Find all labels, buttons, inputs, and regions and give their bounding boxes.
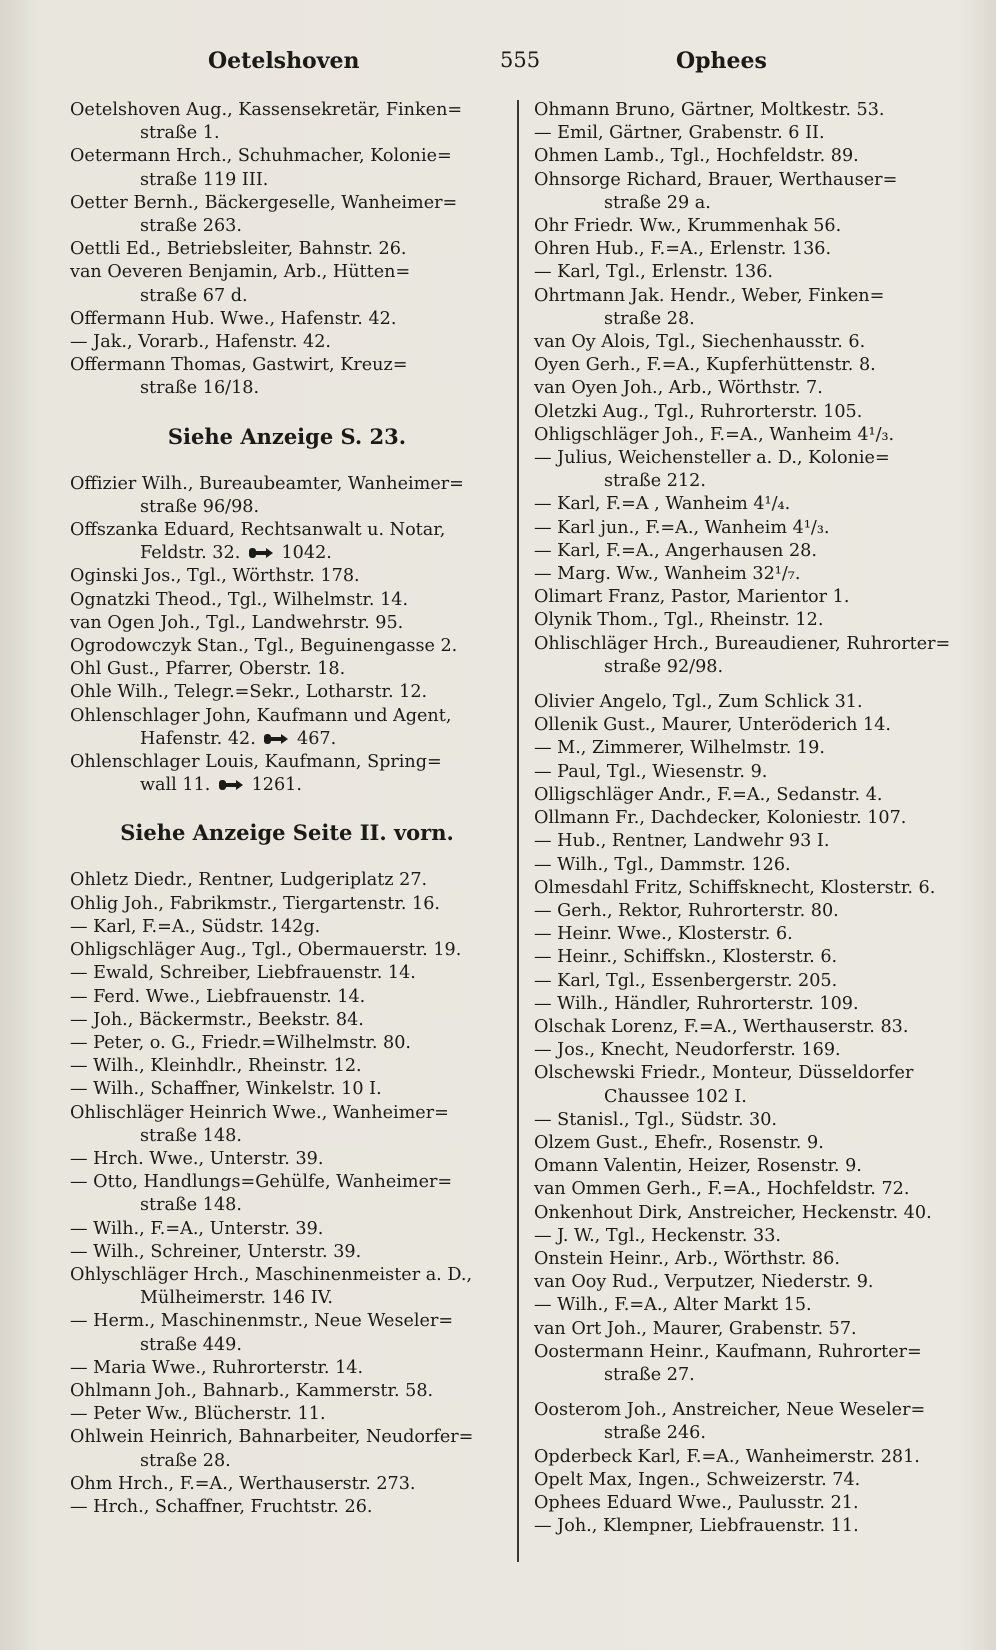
entry-text: Oosterom Joh., Anstreicher, Neue Weseler=	[534, 1400, 926, 1421]
directory-entry	[534, 424, 966, 447]
entry-text: Olmesdahl Fritz, Schiffsknecht, Klosterstr. 6.	[534, 877, 936, 898]
directory-entry	[534, 122, 966, 145]
directory-entry	[70, 612, 504, 635]
directory-entry	[534, 923, 966, 946]
phone-number: 1261.	[251, 775, 302, 796]
entry-continuation	[70, 542, 504, 565]
directory-entry	[534, 1399, 966, 1445]
entry-text: Omann Valentin, Heizer, Rosenstr. 9.	[534, 1156, 862, 1177]
entry-text: — Gerh., Rektor, Ruhrorterstr. 80.	[534, 900, 839, 921]
directory-entry	[70, 939, 504, 962]
directory-entry	[534, 993, 966, 1016]
directory-entry	[534, 401, 966, 424]
continuation-text: Feldstr. 32.	[140, 543, 241, 564]
entry-text: Ohligschläger Aug., Tgl., Obermauerstr. 19.	[70, 940, 462, 961]
advertisement-reference: Siehe Anzeige Seite II. vorn.	[120, 820, 454, 846]
directory-entry	[70, 145, 504, 191]
directory-entry	[534, 900, 966, 923]
directory-entry	[534, 1469, 966, 1492]
entry-text: Oginski Jos., Tgl., Wörthstr. 178.	[70, 566, 360, 587]
directory-entry	[70, 1009, 504, 1032]
entry-continuation	[70, 122, 504, 145]
directory-entry	[70, 1032, 504, 1055]
entry-text: — Joh., Bäckermstr., Beekstr. 84.	[70, 1009, 364, 1030]
directory-entry	[70, 238, 504, 261]
entry-text: Offszanka Eduard, Rechtsanwalt u. Notar,	[70, 520, 446, 541]
directory-entry	[70, 1426, 504, 1472]
continuation-text: wall 11.	[140, 775, 211, 796]
entry-text: — Ewald, Schreiber, Liebfrauenstr. 14.	[70, 963, 416, 984]
entry-text: Oetter Bernh., Bäckergeselle, Wanheimer=	[70, 192, 458, 213]
entry-text: Oettli Ed., Betriebsleiter, Bahnstr. 26.	[70, 239, 407, 260]
directory-entry	[534, 633, 966, 679]
directory-entry	[534, 447, 966, 493]
directory-entry	[534, 563, 966, 586]
directory-entry	[70, 916, 504, 939]
entry-text: Olimart Franz, Pastor, Marientor 1.	[534, 587, 850, 608]
entry-text: Onstein Heinr., Arb., Wörthstr. 86.	[534, 1248, 840, 1269]
directory-entry	[70, 1473, 504, 1496]
directory-entry	[534, 331, 966, 354]
entry-text: Ohlenschlager John, Kaufmann und Agent,	[70, 705, 452, 726]
directory-entry	[534, 970, 966, 993]
directory-entry	[70, 589, 504, 612]
entry-text: Ohlig Joh., Fabrikmstr., Tiergartenstr. 16.	[70, 893, 441, 914]
entry-continuation	[70, 1334, 504, 1357]
entry-text: — Maria Wwe., Ruhrorterstr. 14.	[70, 1357, 364, 1378]
continuation-text: straße 119 III.	[140, 169, 269, 190]
entry-text: — M., Zimmerer, Wilhelmstr. 19.	[534, 738, 825, 759]
directory-entry	[534, 517, 966, 540]
directory-entry	[70, 962, 504, 985]
entry-text: Ohletz Diedr., Rentner, Ludgeriplatz 27.	[70, 870, 428, 891]
directory-entry	[70, 658, 504, 681]
entry-text: — Peter, o. G., Friedr.=Wilhelmstr. 80.	[70, 1032, 412, 1053]
entry-text: Ophees Eduard Wwe., Paulusstr. 21.	[534, 1492, 859, 1513]
directory-entry	[70, 1241, 504, 1264]
entry-text: — Heinr., Schiffskn., Klosterstr. 6.	[534, 947, 838, 968]
entry-text: — Wilh., F.=A., Unterstr. 39.	[70, 1218, 324, 1239]
directory-entry	[534, 1109, 966, 1132]
entry-text: — Otto, Handlungs=Gehülfe, Wanheimer=	[70, 1172, 453, 1193]
entry-text: Oyen Gerh., F.=A., Kupferhüttenstr. 8.	[534, 355, 876, 376]
directory-entry	[534, 784, 966, 807]
entry-text: Oetermann Hrch., Schuhmacher, Kolonie=	[70, 146, 452, 167]
directory-entry	[534, 215, 966, 238]
entry-continuation	[534, 470, 966, 493]
entry-text: — Hrch., Schaffner, Fruchtstr. 26.	[70, 1496, 373, 1517]
continuation-text: Chaussee 102 I.	[604, 1086, 747, 1107]
continuation-text: straße 29 a.	[604, 192, 711, 213]
directory-entry	[534, 1202, 966, 1225]
entry-text: van Ooy Rud., Verputzer, Niederstr. 9.	[534, 1272, 874, 1293]
directory-entry	[70, 705, 504, 751]
column-divider	[517, 100, 519, 1562]
entry-text: van Ommen Gerh., F.=A., Hochfeldstr. 72.	[534, 1179, 910, 1200]
entry-text: Ohm Hrch., F.=A., Werthauserstr. 273.	[70, 1473, 416, 1494]
continuation-text: straße 263.	[140, 216, 242, 237]
entry-text: — Herm., Maschinenmstr., Neue Weseler=	[70, 1311, 454, 1332]
entry-text: — Wilh., F.=A., Alter Markt 15.	[534, 1295, 812, 1316]
telephone-icon	[218, 778, 244, 792]
entry-text: — Emil, Gärtner, Grabenstr. 6 II.	[534, 123, 825, 144]
directory-entry	[534, 1294, 966, 1317]
entry-text: Olzem Gust., Ehefr., Rosenstr. 9.	[534, 1132, 824, 1153]
entry-text: Oostermann Heinr., Kaufmann, Ruhrorter=	[534, 1341, 922, 1362]
directory-entry	[534, 377, 966, 400]
entry-text: — Jos., Knecht, Neudorferstr. 169.	[534, 1040, 841, 1061]
ad-spacer	[70, 450, 504, 473]
directory-entry	[534, 1016, 966, 1039]
entry-text: Ohle Wilh., Telegr.=Sekr., Lotharstr. 12.	[70, 682, 428, 703]
directory-entry	[70, 893, 504, 916]
entry-continuation	[534, 1364, 966, 1387]
directory-entry	[70, 331, 504, 354]
page-number: 555	[500, 48, 541, 72]
directory-entry	[534, 1225, 966, 1248]
entry-text: Olschewski Friedr., Monteur, Düsseldorfer	[534, 1063, 914, 1084]
directory-entry	[534, 99, 966, 122]
entry-text: Ohlenschlager Louis, Kaufmann, Spring=	[70, 752, 442, 773]
continuation-text: straße 246.	[604, 1423, 706, 1444]
entry-text: — Karl jun., F.=A., Wanheim 4¹/₃.	[534, 517, 830, 538]
directory-entry	[534, 145, 966, 168]
entry-text: Ohr Friedr. Ww., Krummenhak 56.	[534, 216, 842, 237]
continuation-text: straße 96/98.	[140, 496, 260, 517]
directory-entry	[70, 473, 504, 519]
entry-gap	[534, 1387, 966, 1399]
entry-continuation	[534, 1086, 966, 1109]
entry-continuation	[70, 1194, 504, 1217]
entry-text: van Oyen Joh., Arb., Wörthstr. 7.	[534, 378, 823, 399]
telephone-icon	[263, 732, 289, 746]
entry-continuation	[534, 192, 966, 215]
directory-entry	[70, 1218, 504, 1241]
left-column	[70, 99, 504, 1519]
continuation-text: straße 148.	[140, 1195, 242, 1216]
entry-text: Ollenik Gust., Maurer, Unteröderich 14.	[534, 715, 891, 736]
entry-text: Ohmen Lamb., Tgl., Hochfeldstr. 89.	[534, 146, 859, 167]
entry-text: Oletzki Aug., Tgl., Ruhrorterstr. 105.	[534, 401, 863, 422]
entry-text: Ohlmann Joh., Bahnarb., Kammerstr. 58.	[70, 1380, 434, 1401]
directory-entry	[70, 751, 504, 797]
entry-text: Ohrtmann Jak. Hendr., Weber, Finken=	[534, 285, 885, 306]
directory-entry	[534, 1341, 966, 1387]
entry-text: Onkenhout Dirk, Anstreicher, Heckenstr. 40.	[534, 1202, 932, 1223]
directory-entry	[534, 354, 966, 377]
telephone-icon	[248, 546, 274, 560]
entry-text: — Karl, F.=A., Südstr. 142g.	[70, 916, 321, 937]
entry-text: Ohren Hub., F.=A., Erlenstr. 136.	[534, 239, 832, 260]
entry-text: — Heinr. Wwe., Klosterstr. 6.	[534, 924, 793, 945]
directory-entry	[534, 830, 966, 853]
entry-text: van Ogen Joh., Tgl., Landwehrstr. 95.	[70, 612, 404, 633]
continuation-text: straße 148.	[140, 1125, 242, 1146]
entry-continuation	[70, 1287, 504, 1310]
entry-text: — Wilh., Händler, Ruhrorterstr. 109.	[534, 993, 859, 1014]
entry-text: Olschak Lorenz, F.=A., Werthauserstr. 83.	[534, 1016, 909, 1037]
entry-text: — Wilh., Kleinhdlr., Rheinstr. 12.	[70, 1056, 362, 1077]
entry-text: — Hub., Rentner, Landwehr 93 I.	[534, 831, 830, 852]
entry-continuation	[70, 728, 504, 751]
continuation-text: straße 28.	[604, 308, 695, 329]
directory-entry	[534, 493, 966, 516]
directory-entry	[70, 1403, 504, 1426]
ad-spacer	[70, 846, 504, 869]
directory-entry	[534, 1271, 966, 1294]
entry-text: Olynik Thom., Tgl., Rheinstr. 12.	[534, 610, 824, 631]
ad-spacer	[70, 797, 504, 820]
directory-entry	[534, 1039, 966, 1062]
advertisement-reference: Siehe Anzeige S. 23.	[167, 423, 407, 449]
entry-continuation	[70, 774, 504, 797]
continuation-text: straße 1.	[140, 123, 220, 144]
directory-entry	[70, 308, 504, 331]
entry-text: — Peter Ww., Blücherstr. 11.	[70, 1404, 326, 1425]
entry-continuation	[70, 169, 504, 192]
directory-entry	[534, 1178, 966, 1201]
directory-entry	[534, 877, 966, 900]
directory-entry	[534, 169, 966, 215]
page-header	[0, 48, 996, 84]
entry-text: — Julius, Weichensteller a. D., Kolonie=	[534, 448, 890, 469]
left-running-head: Oetelshoven	[208, 48, 360, 74]
entry-text: — Hrch. Wwe., Unterstr. 39.	[70, 1148, 324, 1169]
entry-text: Ognatzki Theod., Tgl., Wilhelmstr. 14.	[70, 589, 409, 610]
entry-text: Ohlyschläger Hrch., Maschinenmeister a. D.,	[70, 1264, 473, 1285]
directory-entry	[534, 691, 966, 714]
ad-spacer	[70, 401, 504, 424]
entry-text: Oetelshoven Aug., Kassensekretär, Finken=	[70, 100, 463, 120]
entry-text: — Karl, Tgl., Essenbergerstr. 205.	[534, 970, 838, 991]
continuation-text: straße 28.	[140, 1450, 231, 1471]
entry-text: Ohligschläger Joh., F.=A., Wanheim 4¹/₃.	[534, 424, 895, 445]
directory-entry	[70, 1357, 504, 1380]
entry-text: Opderbeck Karl, F.=A., Wanheimerstr. 281.	[534, 1446, 920, 1467]
directory-entry	[534, 586, 966, 609]
phone-number: 467.	[297, 728, 337, 749]
entry-text: Offermann Thomas, Gastwirt, Kreuz=	[70, 355, 408, 376]
directory-entry	[70, 681, 504, 704]
entry-text: — Marg. Ww., Wanheim 32¹/₇.	[534, 564, 801, 585]
directory-entry	[70, 869, 504, 892]
entry-text: van Ort Joh., Maurer, Grabenstr. 57.	[534, 1318, 857, 1339]
entry-text: Ogrodowczyk Stan., Tgl., Beguinengasse 2.	[70, 636, 458, 657]
continuation-text: straße 92/98.	[604, 656, 724, 677]
entry-text: — Stanisl., Tgl., Südstr. 30.	[534, 1109, 777, 1130]
entry-text: Olligschläger Andr., F.=A., Sedanstr. 4.	[534, 784, 883, 805]
entry-text: Ohmann Bruno, Gärtner, Moltkestr. 53.	[534, 100, 885, 120]
directory-entry	[70, 986, 504, 1009]
entry-text: — Joh., Klempner, Liebfrauenstr. 11.	[534, 1516, 859, 1537]
entry-text: — Karl, F.=A., Angerhausen 28.	[534, 540, 817, 561]
directory-entry	[70, 565, 504, 588]
entry-text: — Wilh., Schreiner, Unterstr. 39.	[70, 1241, 362, 1262]
entry-text: — Karl, Tgl., Erlenstr. 136.	[534, 262, 774, 283]
directory-entry	[70, 635, 504, 658]
directory-entry	[70, 354, 504, 400]
entry-text: Ohnsorge Richard, Brauer, Werthauser=	[534, 169, 898, 190]
directory-entry	[70, 519, 504, 565]
entry-text: van Oeveren Benjamin, Arb., Hütten=	[70, 262, 411, 283]
continuation-text: straße 27.	[604, 1364, 695, 1385]
entry-text: — Wilh., Tgl., Dammstr. 126.	[534, 854, 791, 875]
right-running-head: Ophees	[676, 48, 767, 74]
directory-entry	[70, 1264, 504, 1310]
entry-continuation	[70, 1450, 504, 1473]
entry-continuation	[70, 285, 504, 308]
directory-entry	[534, 285, 966, 331]
entry-continuation	[534, 308, 966, 331]
continuation-text: straße 67 d.	[140, 285, 248, 306]
directory-entry	[534, 1132, 966, 1155]
entry-text: Offermann Hub. Wwe., Hafenstr. 42.	[70, 308, 397, 329]
entry-continuation	[70, 496, 504, 519]
continuation-text: straße 16/18.	[140, 378, 260, 399]
phone-number: 1042.	[281, 543, 332, 564]
directory-entry	[534, 1446, 966, 1469]
directory-entry	[70, 1078, 504, 1101]
entry-text: Opelt Max, Ingen., Schweizerstr. 74.	[534, 1469, 861, 1490]
directory-entry	[70, 1171, 504, 1217]
entry-text: Ollmann Fr., Dachdecker, Koloniestr. 107.	[534, 808, 907, 829]
directory-entry	[534, 1155, 966, 1178]
directory-entry	[534, 854, 966, 877]
entry-continuation	[534, 656, 966, 679]
directory-entry	[534, 1492, 966, 1515]
directory-entry	[534, 238, 966, 261]
directory-entry	[70, 192, 504, 238]
entry-text: Ohlischläger Hrch., Bureaudiener, Ruhrorter=	[534, 633, 951, 654]
directory-entry	[70, 1310, 504, 1356]
directory-entry	[534, 609, 966, 632]
directory-entry	[534, 807, 966, 830]
continuation-text: straße 449.	[140, 1334, 242, 1355]
entry-text: — Paul, Tgl., Wiesenstr. 9.	[534, 761, 768, 782]
entry-text: — J. W., Tgl., Heckenstr. 33.	[534, 1225, 781, 1246]
entry-continuation	[70, 377, 504, 400]
directory-entry	[70, 1380, 504, 1403]
entry-text: Ohl Gust., Pfarrer, Oberstr. 18.	[70, 659, 346, 680]
entry-text: — Wilh., Schaffner, Winkelstr. 10 I.	[70, 1079, 382, 1100]
directory-entry	[534, 1248, 966, 1271]
entry-text: — Jak., Vorarb., Hafenstr. 42.	[70, 332, 332, 353]
entry-continuation	[70, 215, 504, 238]
directory-entry	[534, 540, 966, 563]
entry-text: Ohlwein Heinrich, Bahnarbeiter, Neudorfer=	[70, 1427, 474, 1448]
entry-text: — Karl, F.=A , Wanheim 4¹/₄.	[534, 494, 791, 515]
continuation-text: Hafenstr. 42.	[140, 728, 256, 749]
entry-continuation	[70, 1125, 504, 1148]
entry-text: van Oy Alois, Tgl., Siechenhausstr. 6.	[534, 332, 866, 353]
directory-entry	[70, 261, 504, 307]
entry-text: Ohlischläger Heinrich Wwe., Wanheimer=	[70, 1102, 449, 1123]
entry-continuation	[534, 1422, 966, 1445]
entry-text: — Ferd. Wwe., Liebfrauenstr. 14.	[70, 986, 366, 1007]
continuation-text: Mülheimerstr. 146 IV.	[140, 1288, 333, 1309]
directory-entry	[70, 1055, 504, 1078]
directory-entry	[534, 1062, 966, 1108]
directory-entry	[534, 261, 966, 284]
entry-gap	[534, 679, 966, 691]
directory-entry	[534, 1515, 966, 1538]
directory-entry	[534, 1318, 966, 1341]
continuation-text: straße 212.	[604, 471, 706, 492]
directory-entry	[534, 714, 966, 737]
directory-entry	[70, 99, 504, 145]
entry-text: Olivier Angelo, Tgl., Zum Schlick 31.	[534, 692, 863, 713]
entry-text: Offizier Wilh., Bureaubeamter, Wanheimer=	[70, 473, 464, 494]
directory-entry	[534, 946, 966, 969]
directory-entry	[70, 1148, 504, 1171]
directory-entry	[70, 1496, 504, 1519]
directory-entry	[534, 737, 966, 760]
directory-entry	[70, 1102, 504, 1148]
right-column	[534, 99, 966, 1538]
directory-entry	[534, 761, 966, 784]
